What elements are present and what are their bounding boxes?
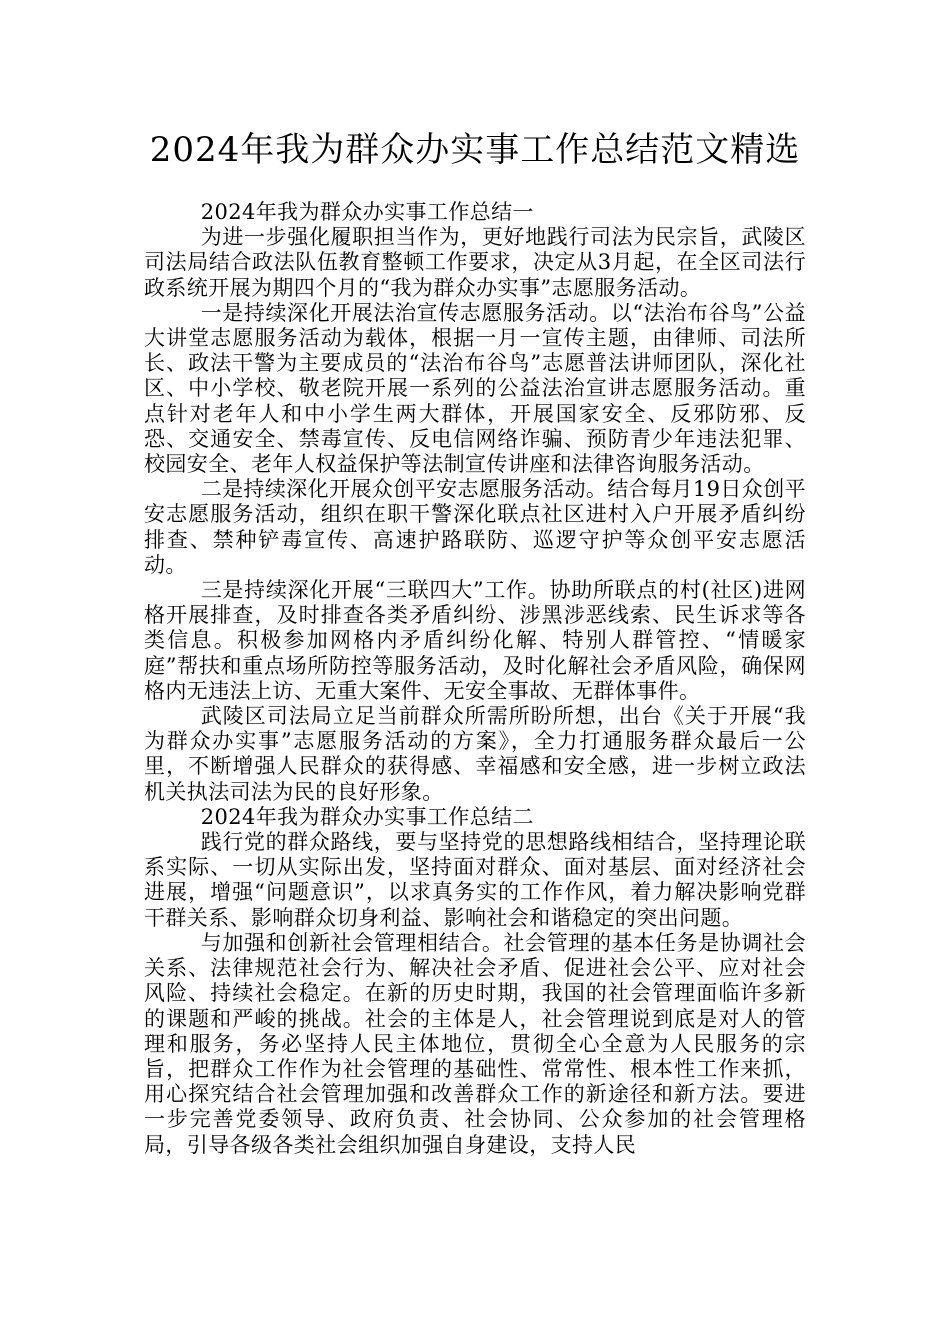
document-body bbox=[144, 200, 806, 1158]
paragraph-item-3: 三是持续深化开展“三联四大”工作。协助所联点的村(社区)进网格开展排查，及时排查各类矛盾纠纷、涉黑涉恶线索、民生诉求等各类信息。积极参加网格内矛盾纠纷化解、特别人群管控、“情暖家庭”帮扶和重点场所防控等服务活动，及时化解社会矛盾风险，确保网格内无违法上访、无重大案件、无安全事故、无群体事件。 bbox=[144, 578, 806, 703]
document-title: 2024年我为群众办实事工作总结范文精选 bbox=[149, 130, 801, 170]
paragraph-social-management: 与加强和创新社会管理相结合。社会管理的基本任务是协调社会关系、法律规范社会行为、解决社会矛盾、促进社会公平、应对社会风险、持续社会稳定。在新的历史时期，我国的社会管理面临许多新的课题和严峻的挑战。社会的主体是人，社会管理说到底是对人的管理和服务，务必坚持人民主体地位，贯彻全心全意为人民服务的宗旨，把群众工作作为社会管理的基础性、常常性、根本性工作来抓，用心探究结合社会管理加强和改善群众工作的新途径和新方法。要进一步完善党委领导、政府负责、社会协同、公众参加的社会管理格局，引导各级各类社会组织加强自身建设，支持人民 bbox=[144, 930, 806, 1157]
paragraph-item-1: 一是持续深化开展法治宣传志愿服务活动。以“法治布谷鸟”公益大讲堂志愿服务活动为载体，根据一月一宣传主题，由律师、司法所长、政法干警为主要成员的“法治布谷鸟”志愿普法讲师团队，深化社区、中小学校、敬老院开展一系列的公益法治宣讲志愿服务活动。重点针对老年人和中小学生两大群体，开展国家安全、反邪防邪、反恐、交通安全、禁毒宣传、反电信网络诈骗、预防青少年违法犯罪、校园安全、老年人权益保护等法制宣传讲座和法律咨询服务活动。 bbox=[144, 300, 806, 477]
paragraph-item-2: 二是持续深化开展众创平安志愿服务活动。结合每月19日众创平安志愿服务活动，组织在职干警深化联点社区进村入户开展矛盾纠纷排查、禁种铲毒宣传、高速护路联防、巡逻守护等众创平安志愿活动。 bbox=[144, 477, 807, 577]
section-heading-2: 2024年我为群众办实事工作总结二 bbox=[200, 804, 534, 829]
paragraph-conclusion-1: 武陵区司法局立足当前群众所需所盼所想，出台《关于开展“我为群众办实事”志愿服务活动的方案》，全力打通服务群众最后一公里，不断增强人民群众的获得感、幸福感和安全感，进一步树立政法机关执法司法为民的良好形象。 bbox=[144, 704, 806, 804]
paragraph-intro: 为进一步强化履职担当作为，更好地践行司法为民宗旨，武陵区司法局结合政法队伍教育整顿工作要求，决定从3月起，在全区司法行政系统开展为期四个月的“我为群众办实事”志愿服务活动。 bbox=[144, 225, 806, 300]
section-heading-1: 2024年我为群众办实事工作总结一 bbox=[200, 200, 534, 224]
paragraph-mass-line: 践行党的群众路线，要与坚持党的思想路线相结合，坚持理论联系实际、一切从实际出发，坚持面对群众、面对基层、面对经济社会进展，增强“问题意识”，以求真务实的工作作风，着力解决影响党群干群关系、影响群众切身利益、影响社会和谐稳定的突出问题。 bbox=[144, 830, 806, 930]
